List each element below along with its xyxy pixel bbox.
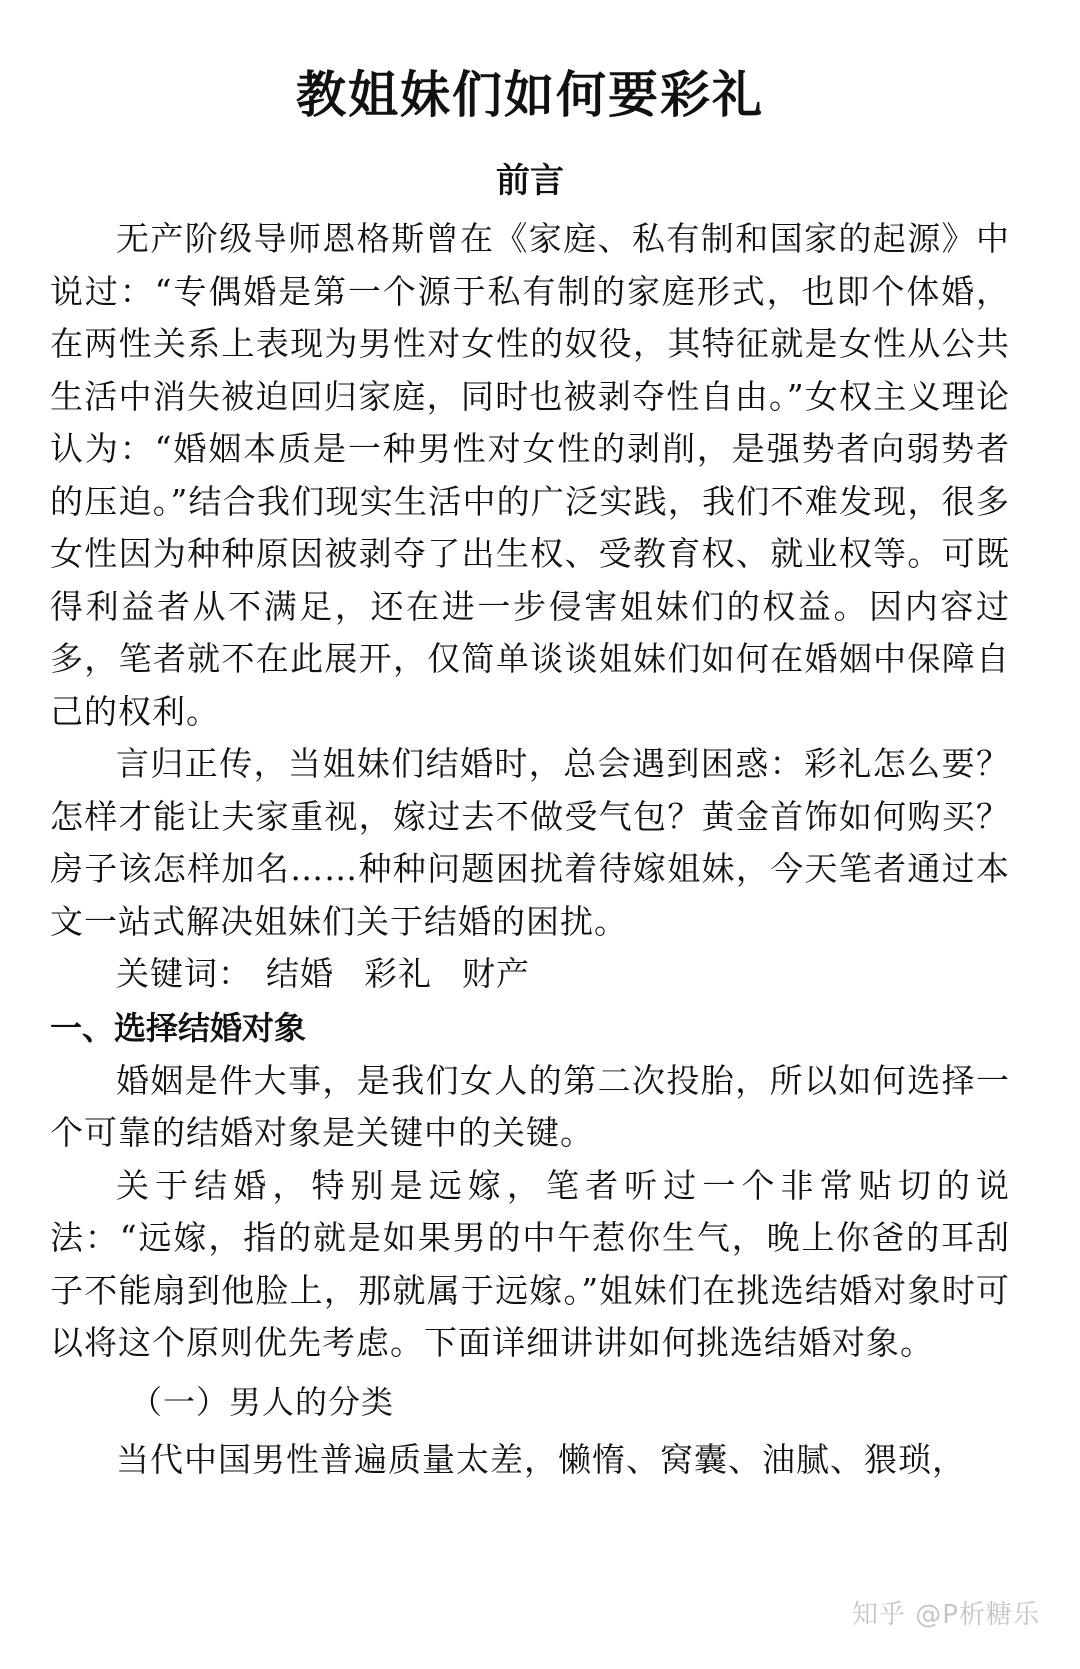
keyword: 财产: [462, 954, 530, 993]
watermark-text: 知乎 @P析糖乐: [852, 1600, 1040, 1630]
section1-paragraph-2: 关于结婚，特别是远嫁，笔者听过一个非常贴切的说法：“远嫁，指的就是如果男的中午惹你生气，晚上你爸的耳刮子不能扇到他脸上，那就属于远嫁。”姐妹们在挑选结婚对象时可以将这个原则优先考虑。下面详细讲讲如何挑选结婚对象。: [50, 1165, 1010, 1362]
keywords-label: 关键词：: [116, 954, 252, 993]
preface-paragraph-2: 言归正传，当姐妹们结婚时，总会遇到困惑：彩礼怎么要？怎样才能让夫家重视，嫁过去不做受气包？黄金首饰如何购买？房子该怎样加名……种种问题困扰着待嫁姐妹，今天笔者通过本文一站式解决姐妹们关于结婚的困扰。: [50, 744, 1010, 941]
subsection-heading-1: （一）男人的分类: [130, 1382, 395, 1421]
document-title: 教姐妹们如何要彩礼: [296, 66, 764, 124]
keyword: 彩礼: [364, 954, 432, 993]
section1-paragraph-1: 婚姻是件大事，是我们女人的第二次投胎，所以如何选择一个可靠的结婚对象是关键中的关键。: [50, 1060, 1010, 1152]
subsection1-paragraph: 当代中国男性普遍质量太差，懒惰、窝囊、油腻、猥琐，: [116, 1439, 966, 1479]
keyword: 结婚: [266, 954, 334, 993]
preface-heading: 前言: [496, 161, 564, 201]
preface-paragraph-1: 无产阶级导师恩格斯曾在《家庭、私有制和国家的起源》中说过：“专偶婚是第一个源于私有制的家庭形式，也即个体婚，在两性关系上表现为男性对女性的奴役，其特征就是女性从公共生活中消失被迫回归家庭，同时也被剥夺性自由。”女权主义理论认为：“婚姻本质是一种男性对女性的剥削，是强势者向弱势者的压迫。”结合我们现实生活中的广泛实践，我们不难发现，很多女性因为种种原因被剥夺了出生权、受教育权、就业权等。可既得利益者从不满足，还在进一步侵害姐妹们的权益。因内容过多，笔者就不在此展开，仅简单谈谈姐妹们如何在婚姻中保障自己的权利。: [50, 219, 1010, 731]
section-heading-1: 一、选择结婚对象: [50, 1008, 307, 1047]
keywords-line: [50, 948, 1010, 1001]
